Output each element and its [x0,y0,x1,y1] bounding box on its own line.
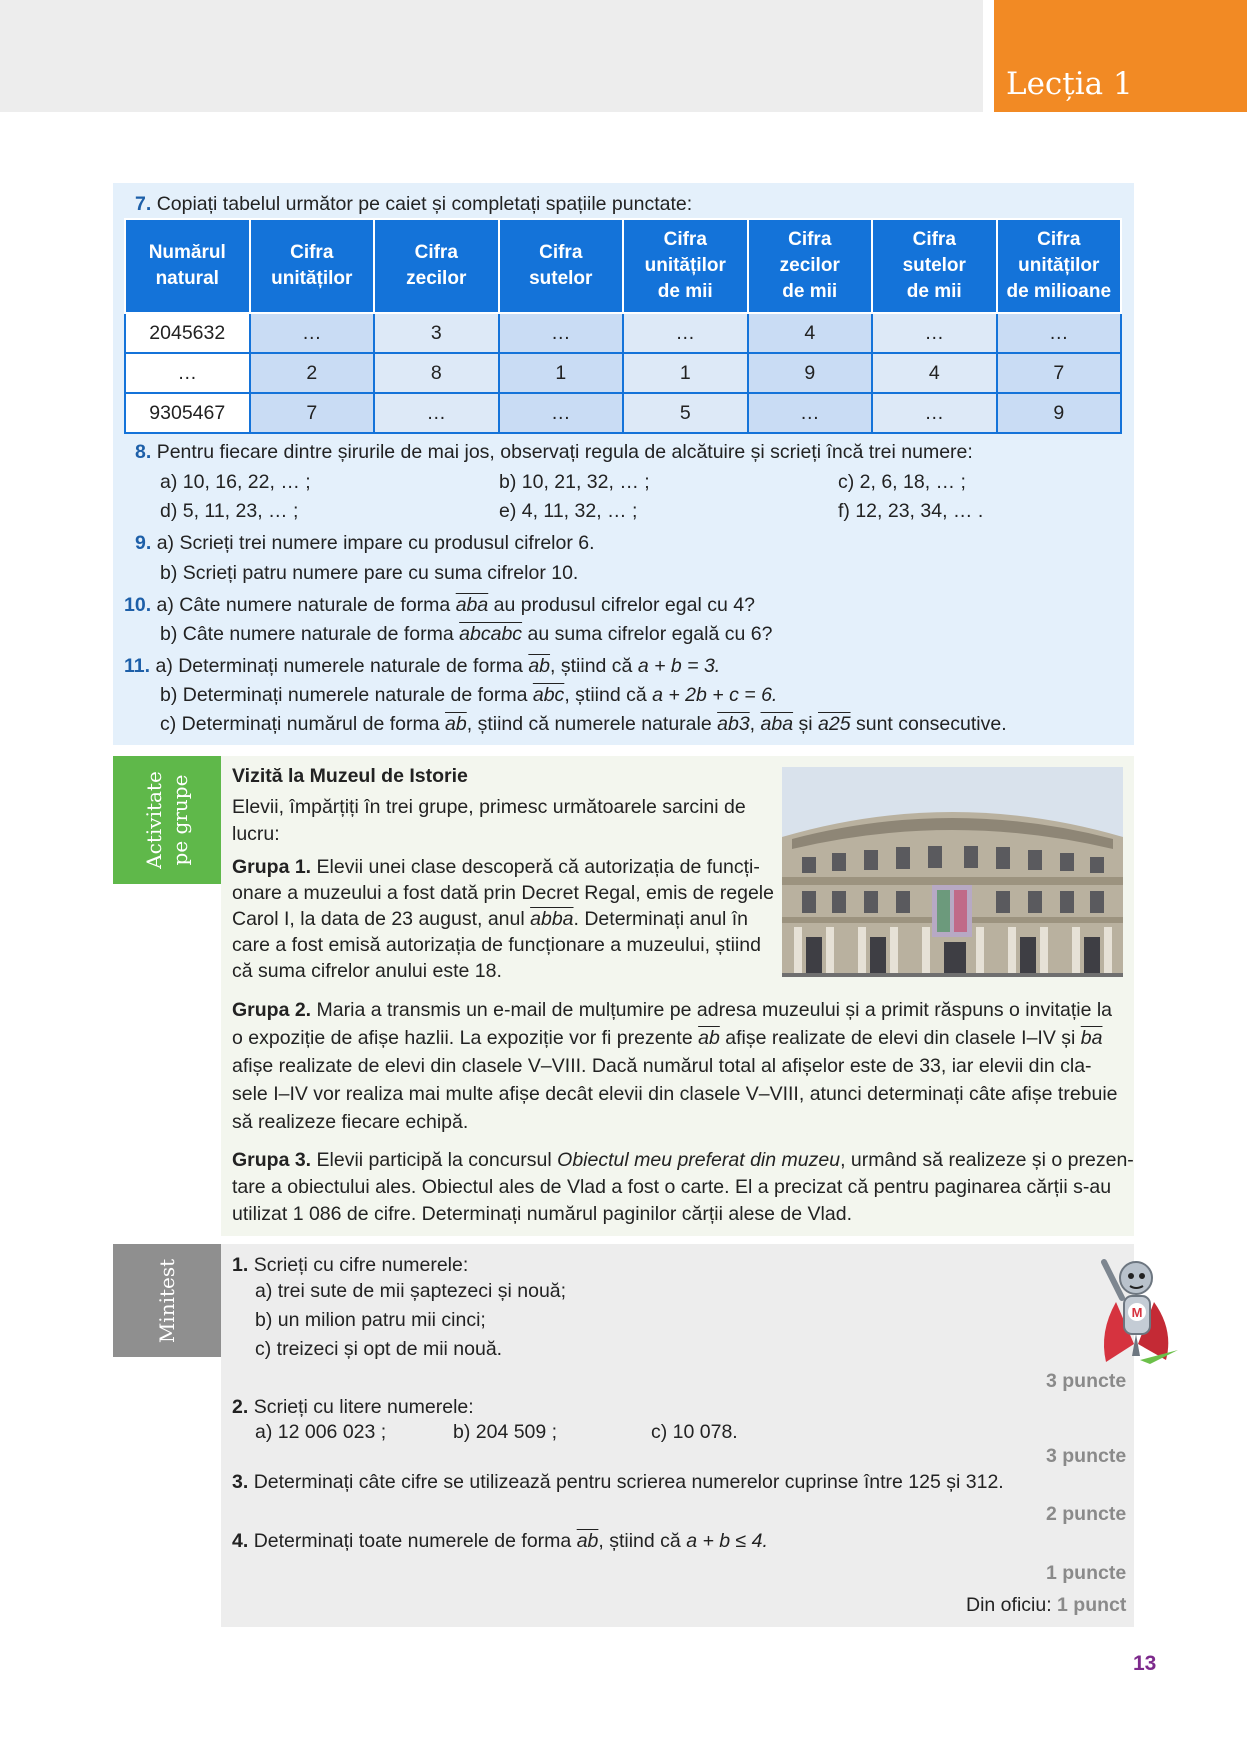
exercise-11b: b) Determinați numerele naturale de forma $\overline{abc}$, știind că a + 2b + c = 6. [160,684,778,706]
group1-line3: Carol I, la data de 23 august, anul abba. Determinați anul în [232,908,749,930]
group2-line5: să realizeze fiecare echipă. [232,1111,469,1133]
table-cell: 4 [872,353,997,393]
group2-line3: afișe realizate de elevi din clasele V–VIII. Dacă numărul total al afișelor este de 33, iar elevii din cla- [232,1055,1092,1077]
table-cell: … [997,313,1122,353]
table-row [125,313,1121,353]
mascot-icon [1094,1252,1179,1370]
group2-line1: Grupa 2. Maria a transmis un e-mail de mulțumire pe adresa muzeului și a primit răspuns o invitație la [232,999,1113,1021]
activity-title: Vizită la Muzeul de Istorie [232,765,468,787]
table-cell: 1 [499,353,624,393]
group1-line5: că suma cifrelor anului este 18. [232,960,502,982]
exercise-10a: 10. a) Câte numere naturale de forma $\overline{aba}$ au produsul cifrelor egal cu 4? [124,594,755,616]
table-cell: … [374,393,499,433]
exercise-11c: c) Determinați numărul de forma $\overline{ab}$, știind că numerele naturale ab3, $\overline{aba}$ și a25 sunt consecutive. [160,713,1007,735]
table-cell: … [499,393,624,433]
table-cell: … [499,313,624,353]
lesson-tab [994,0,1247,112]
exercise-7: 7. Copiați tabelul următor pe caiet și completați spațiile punctate: [135,193,693,215]
minitest-q1: 1. Scrieți cu cifre numerele: [232,1254,469,1276]
minitest-tab: Minitest [113,1244,221,1357]
group3-line2: tare a obiectului ales. Obiectul ales de Vlad a fost o carte. El a precizat că pentru paginarea cărții s-au [232,1176,1112,1198]
table-header-4: Cifra unităților de mii [623,219,748,313]
ex8-item-f: f) 12, 23, 34, … . [838,500,984,522]
activity-intro-line2: lucru: [232,823,280,845]
table-header-1: Cifra unităților [250,219,375,313]
ex8-item-b: b) 10, 21, 32, … ; [499,471,650,493]
table-header-2: Cifra zecilor [374,219,499,313]
page-number: 13 [1133,1652,1157,1675]
group2-line4: sele I–IV vor realiza mai multe afișe decât elevii din clasele V–VIII, atunci determinați câte afișe trebuie [232,1083,1118,1105]
table-cell: 7 [997,353,1122,393]
q1-points: 3 puncte [1046,1370,1127,1392]
group1-line2: onare a muzeului a fost dată prin Decret Regal, emis de regele [232,882,774,904]
table-header-0: Numărul natural [125,219,250,313]
table-header-3: Cifra sutelor [499,219,624,313]
header-band [0,0,983,112]
table-cell: 2 [250,353,375,393]
digits-table [124,218,1122,434]
lesson-title: Lecția 1 [1006,66,1133,102]
minitest-q2-b: b) 204 509 ; [453,1421,558,1443]
minitest-q1-c: c) treizeci și opt de mii nouă. [255,1338,503,1360]
group1-line1: Grupa 1. Elevii unei clase descoperă că autorizația de funcți- [232,856,760,878]
q2-points: 3 puncte [1046,1445,1127,1467]
activity-intro-line1: Elevii, împărțiți în trei grupe, primesc următoarele sarcini de [232,796,746,818]
minitest-q1-b: b) un milion patru mii cinci; [255,1309,486,1331]
table-cell: 9305467 [125,393,250,433]
minitest-q2: 2. Scrieți cu litere numerele: [232,1396,474,1418]
table-row [125,393,1121,433]
table-header-7: Cifra unităților de milioane [997,219,1122,313]
group2-line2: o expoziție de afișe hazlii. La expoziție vor fi prezente $\overline{ab}$ afișe realizate de elevi din clasele I–IV și $\overline{ba}$ [232,1027,1103,1049]
table-cell: … [872,393,997,433]
q3-points: 2 puncte [1046,1503,1127,1525]
oficiu-points: Din oficiu: 1 punct [966,1594,1127,1616]
minitest-q2-a: a) 12 006 023 ; [255,1421,387,1443]
table-cell: 7 [250,393,375,433]
group-activity-tab: Activitate pe grupe [113,756,221,884]
q4-points: 1 puncte [1046,1562,1127,1584]
ex8-item-d: d) 5, 11, 23, … ; [160,500,299,522]
ex8-item-c: c) 2, 6, 18, … ; [838,471,966,493]
group1-line4: care a fost emisă autorizația de funcționare a muzeului, știind [232,934,761,956]
table-cell: … [872,313,997,353]
minitest-q1-a: a) trei sute de mii șaptezeci și nouă; [255,1280,567,1302]
museum-photo [782,767,1123,977]
table-cell: 2045632 [125,313,250,353]
table-cell: 5 [623,393,748,433]
ex8-item-e: e) 4, 11, 32, … ; [499,500,638,522]
museum-building-illustration [782,767,1123,977]
minitest-q2-c: c) 10 078. [651,1421,738,1443]
table-cell: 8 [374,353,499,393]
minitest-q3: 3. Determinați câte cifre se utilizează pentru scrierea numerelor cuprinse între 125 și 312. [232,1471,1004,1493]
exercise-11a: 11. a) Determinați numerele naturale de forma $\overline{ab}$, știind că a + b = 3. [124,655,721,677]
table-cell: 9 [748,353,873,393]
table-cell: … [125,353,250,393]
table-cell: … [748,393,873,433]
table-cell: … [623,313,748,353]
table-cell: 3 [374,313,499,353]
table-cell: 9 [997,393,1122,433]
exercise-9a: 9. a) Scrieți trei numere impare cu produsul cifrelor 6. [135,532,595,554]
table-header-5: Cifra zecilor de mii [748,219,873,313]
table-cell: 1 [623,353,748,393]
table-header-6: Cifra sutelor de mii [872,219,997,313]
table-row [125,353,1121,393]
exercise-10b: b) Câte numere naturale de forma abcabc au suma cifrelor egală cu 6? [160,623,773,645]
minitest-q4: 4. Determinați toate numerele de forma $\overline{ab}$, știind că a + b ≤ 4. [232,1530,768,1552]
ex8-item-a: a) 10, 16, 22, … ; [160,471,311,493]
exercise-9b: b) Scrieți patru numere pare cu suma cifrelor 10. [160,562,579,584]
group3-line1: Grupa 3. Elevii participă la concursul Obiectul meu preferat din muzeu, urmând să realizeze și o prezen- [232,1149,1134,1171]
mascot-letter: M [1131,1305,1143,1320]
table-cell: 4 [748,313,873,353]
group3-line3: utilizat 1 086 de cifre. Determinați numărul paginilor cărții alese de Vlad. [232,1203,852,1225]
exercise-8: 8. Pentru fiecare dintre șirurile de mai jos, observați regula de alcătuire și scrieți încă trei numere: [135,441,973,463]
table-cell: … [250,313,375,353]
